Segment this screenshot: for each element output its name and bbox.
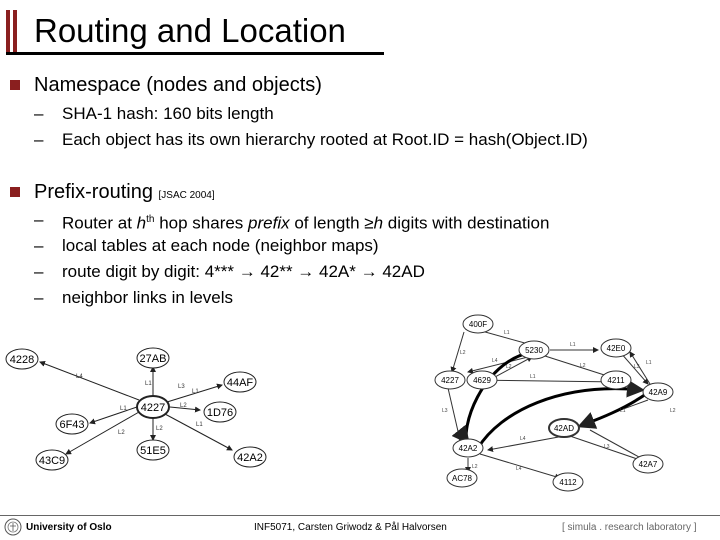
- footer-university: University of Oslo: [26, 522, 112, 533]
- sub-bullet: [34, 127, 588, 153]
- node-destination: 42AD: [553, 424, 575, 433]
- node: 6F43: [59, 419, 85, 431]
- bullet-text: Prefix-routing: [34, 181, 153, 203]
- link-label: L2: [460, 350, 466, 356]
- sub-bullet-text: SHA-1 hash: 160 bits length: [62, 104, 274, 123]
- routing-path-diagram: [420, 312, 716, 492]
- link-label: L4: [516, 466, 522, 472]
- link-label: L1: [570, 342, 576, 348]
- bullet-prefix-routing: [34, 179, 215, 209]
- node: 400F: [468, 320, 488, 329]
- node: AC78: [451, 474, 473, 483]
- sub-bullet: [34, 233, 379, 259]
- sub-bullet-text: local tables at each node (neighbor maps): [62, 236, 379, 255]
- link-label: L1: [196, 422, 203, 428]
- link-label: L2: [670, 408, 676, 414]
- link-label: L4: [76, 374, 83, 380]
- link-label: L2: [580, 363, 586, 369]
- link-label: L1: [120, 406, 127, 412]
- sub-bullet-text-a: Router at: [62, 213, 137, 233]
- dash-icon: –: [34, 130, 44, 149]
- university-seal-icon: [4, 518, 22, 536]
- sub-bullet: [34, 259, 425, 285]
- footer-rule: [0, 515, 720, 516]
- dash-icon: –: [34, 262, 44, 281]
- node: 43C9: [38, 455, 66, 467]
- sub-bullet-text-c: of length ≥: [289, 213, 374, 233]
- node: 4112: [559, 478, 577, 487]
- link-label: L1: [504, 330, 510, 336]
- link-label: L2: [472, 464, 478, 470]
- node: 1D76: [206, 407, 234, 419]
- sub-bullet-text: neighbor links in levels: [62, 288, 234, 307]
- link-label: L2: [180, 403, 187, 409]
- link-label: L3: [178, 384, 185, 390]
- link-label: L2: [118, 430, 125, 436]
- bullet-text: Namespace (nodes and objects): [34, 74, 322, 96]
- sub-bullet-text-d: digits with destination: [383, 213, 550, 233]
- square-bullet-icon: [10, 187, 20, 197]
- link-label: L1: [145, 381, 152, 387]
- link-label: L3: [442, 408, 448, 414]
- node: 42A2: [458, 444, 478, 453]
- node: 5230: [525, 346, 543, 355]
- prefix-word: prefix: [248, 213, 290, 233]
- node: 42E0: [606, 344, 626, 353]
- link-label: L1: [620, 408, 626, 414]
- node: 4228: [9, 354, 35, 366]
- footer-course: INF5071, Carsten Griwodz & Pål Halvorsen: [254, 522, 447, 533]
- superscript-th: th: [146, 214, 155, 225]
- square-bullet-icon: [10, 80, 20, 90]
- bullet-namespace: [34, 72, 322, 98]
- link-label: L3: [634, 364, 640, 370]
- dash-icon: –: [34, 104, 44, 123]
- dash-icon: –: [34, 236, 44, 255]
- citation-tag: [JSAC 2004]: [158, 190, 215, 201]
- title-accent-bar: [6, 10, 10, 52]
- node: 51E5: [140, 445, 166, 457]
- link-label: L1: [192, 389, 199, 395]
- sub-bullet: [34, 285, 234, 311]
- link-label: L4: [492, 358, 498, 364]
- node-center: 4227: [140, 402, 166, 414]
- node: 44AF: [226, 377, 254, 389]
- title-underline: [6, 52, 384, 55]
- var-h: h: [373, 213, 384, 233]
- node: 4629: [473, 376, 491, 385]
- dash-icon: –: [34, 210, 44, 229]
- link-label: L2: [506, 364, 512, 370]
- node: 42A9: [648, 388, 668, 397]
- link-label: L3: [604, 444, 610, 450]
- link-label: L2: [156, 426, 163, 432]
- sub-bullet-text-b: hop shares: [154, 213, 249, 233]
- link-label: L4: [520, 436, 526, 442]
- node: 27AB: [139, 353, 167, 365]
- sub-bullet-text: Each object has its own hierarchy rooted at Root.ID = hash(Object.ID): [62, 130, 588, 149]
- footer-lab: [ simula . research laboratory ]: [562, 522, 697, 533]
- sub-bullet: [34, 101, 274, 127]
- var-h: h: [136, 213, 147, 233]
- node: 4211: [607, 376, 625, 385]
- dash-icon: –: [34, 288, 44, 307]
- neighbor-map-diagram: [0, 330, 300, 480]
- link-label: L1: [646, 360, 652, 366]
- node: 4227: [441, 376, 459, 385]
- title-accent-bar: [13, 10, 17, 52]
- node: 42A2: [237, 452, 263, 464]
- slide-title: Routing and Location: [34, 12, 346, 49]
- link-label: L1: [530, 374, 536, 380]
- node: 42A7: [638, 460, 658, 469]
- sub-bullet-text: route digit by digit: 4*** → 42** → 42A* → 42AD: [62, 262, 425, 281]
